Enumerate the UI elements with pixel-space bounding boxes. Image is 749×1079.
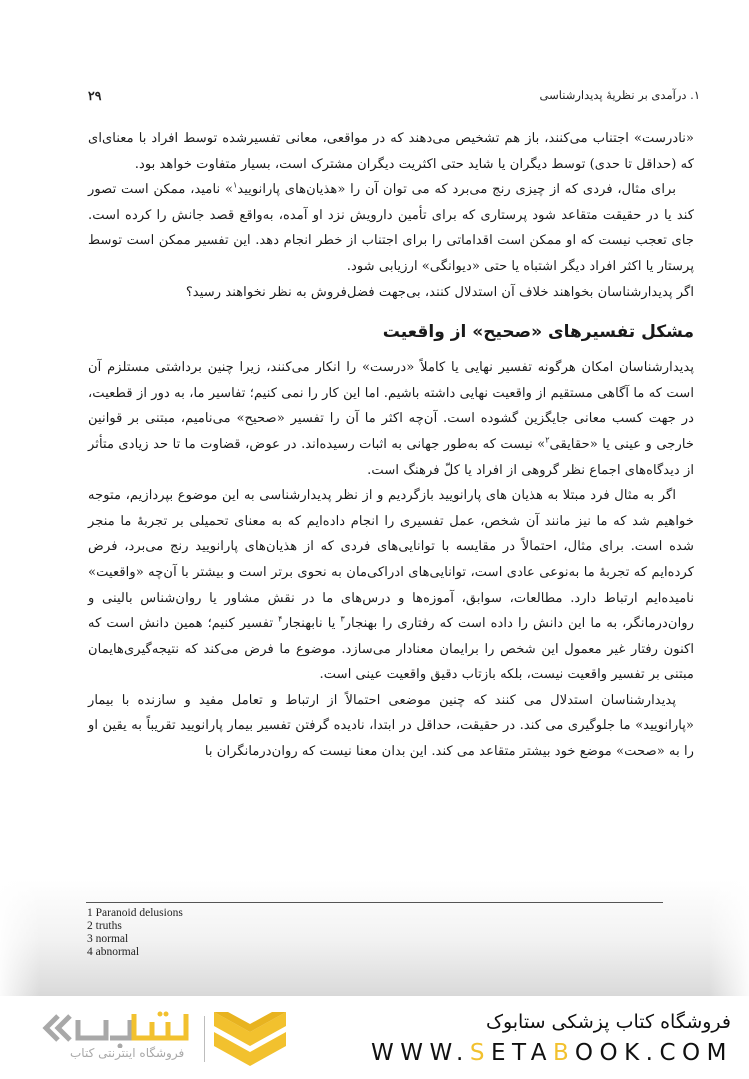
footnote-ref: ۴ [278, 614, 283, 624]
footnotes [87, 907, 183, 959]
paragraph: پدیدارشناسان استدلال می کنند که چنین موضعی احتمالاً از ارتباط و تعامل مفید و سازنده با بیمار «پارانویید» ما جلوگیری می کند. در حقیقت، حداقل در ابتدا، نادیده گرفتن تفسیر بیمار پارانویید تقریباً به یقین او را به «صحت» موضع خود بیشتر متقاعد می کند. این بدان معنا نیست که روان‌درمانگران با [88, 692, 694, 760]
running-head [80, 88, 700, 102]
chapter-title: ۱. درآمدی بر نظریهٔ پدیدارشناسی [539, 88, 700, 102]
footnote-ref: ۱ [232, 180, 238, 190]
store-banner [0, 996, 749, 1079]
body-text [88, 126, 694, 765]
footnote: 4 abnormal [87, 946, 140, 958]
section-heading: مشکل تفسیرهای «صحیح» از واقعیت [382, 322, 694, 343]
footnote: 3 normal [87, 933, 129, 945]
logo-divider [204, 1016, 205, 1062]
footnote-ref: ۳ [340, 614, 345, 624]
paragraph: «نادرست» اجتناب می‌کنند، باز هم تشخیص می‌دهند که در مواقعی، معانی تفسیرشده توسط افراد با معنای‌ای که (حداقل تا حدی) توسط دیگران یا شاید حتی اکثریت دیگران مشترک است، بسیار متفاوت خواهد بود. [88, 131, 694, 172]
paragraph: برای مثال، فردی که از چیزی رنج می‌برد که می توان آن را «هذیان‌های پارانویید$^۱$» نامید، ممکن است تصور کند یا در حقیقت متقاعد شود پرستاری که برای تأمین دارویش نزد او آمده، به‌واقع قصد جانش را کرده است. جای تعجب نیست که او ممکن است اقداماتی را برای اجتناب از خطر انجام دهد. این تفسیر ممکن است توسط پرستار یا اکثر افراد دیگر اشتباه یا حتی «دیوانگی» ارزیابی شود. [88, 180, 694, 274]
chevron-shield-icon [214, 1008, 286, 1066]
footnote: 1 Paranoid delusions [87, 907, 183, 919]
footnote: 2 truths [87, 920, 122, 932]
logo-wordmark-icon [40, 1008, 190, 1048]
setabook-logo[interactable] [26, 1008, 296, 1068]
logo-subtitle: فروشگاه اینترنتی کتاب [70, 1046, 185, 1060]
shop-url-link[interactable]: WWW.SETABOOK.COM [370, 1040, 733, 1066]
paragraph: اگر پدیدارشناسان بخواهند خلاف آن استدلال کنند، بی‌جهت فضل‌فروش به نظر نخواهند رسید؟ [185, 284, 694, 300]
page-number: ۲۹ [88, 88, 102, 103]
footnote-ref: ۲ [545, 435, 550, 445]
paragraph: اگر به مثال فرد مبتلا به هذیان های پارانویید بازگردیم و از نظر پدیدارشناسی به این موضوع بپردازیم، متوجه خواهیم شد که ما نیز مانند آن شخص، عمل تفسیری را انجام داده‌ایم که به معنای تحمیلی بر تجربهٔ ما منجر شده است. برای مثال، احتمالاً در مقایسه با توانایی‌های فردی که از هذیان‌های پارانویید رنج می‌برد، فرض کرده‌ایم که تجربهٔ ما به‌نوعی عادی است، توانایی‌های ادراکی‌مان به نحوی برتر است و بیشتر با آن‌چه «واقعیت» نامیده‌ایم ارتباط دارد. مطالعات، سوابق، آموزه‌ها و درس‌های ما در نقش مشاور یا روان‌شناس بالینی و روان‌درمانگر، به ما این دانش را داده است که رفتاری را بهنجار$^۳$ یا نابهنجار$^۴$ تفسیر کنیم؛ همین دانش است که اکنون رفتار غیر معمول این شخص را برایمان معنادار می‌سازد. موضوع ما فرض می‌کند که نتیجه‌گیری‌هایمان مبتنی بر تفسیر واقعیت نیست، بلکه بازتاب دقیق واقعیت عینی است. [88, 488, 695, 683]
shop-title: فروشگاه کتاب پزشکی ستابوک [485, 1011, 731, 1033]
paragraph: پدیدارشناسان امکان هرگونه تفسیر نهایی یا کاملاً «درست» را انکار می‌کنند، زیرا چنین برداشتی مستلزم آن است که ما آگاهی مستقیم از واقعیت نهایی داشته باشیم. اما این کار را نمی کنیم؛ تفاسیر ما، به دور از قطعیت، در جهت کسب معانی جایگزین گشوده است. آن‌چه اکثر ما آن را تفسیر «صحیح» می‌نامیم، مبتنی بر قوانین خارجی و عینی یا «حقایقی$^۲$» نیست که به‌طور جهانی به اثبات رسیده‌اند. در عوض، قضاوت ما تا حد زیادی متأثر از دیدگاه‌های اجماع نظر گروهی از افراد یا کلّ فرهنگ است. [88, 360, 695, 478]
footnote-divider [86, 902, 663, 903]
